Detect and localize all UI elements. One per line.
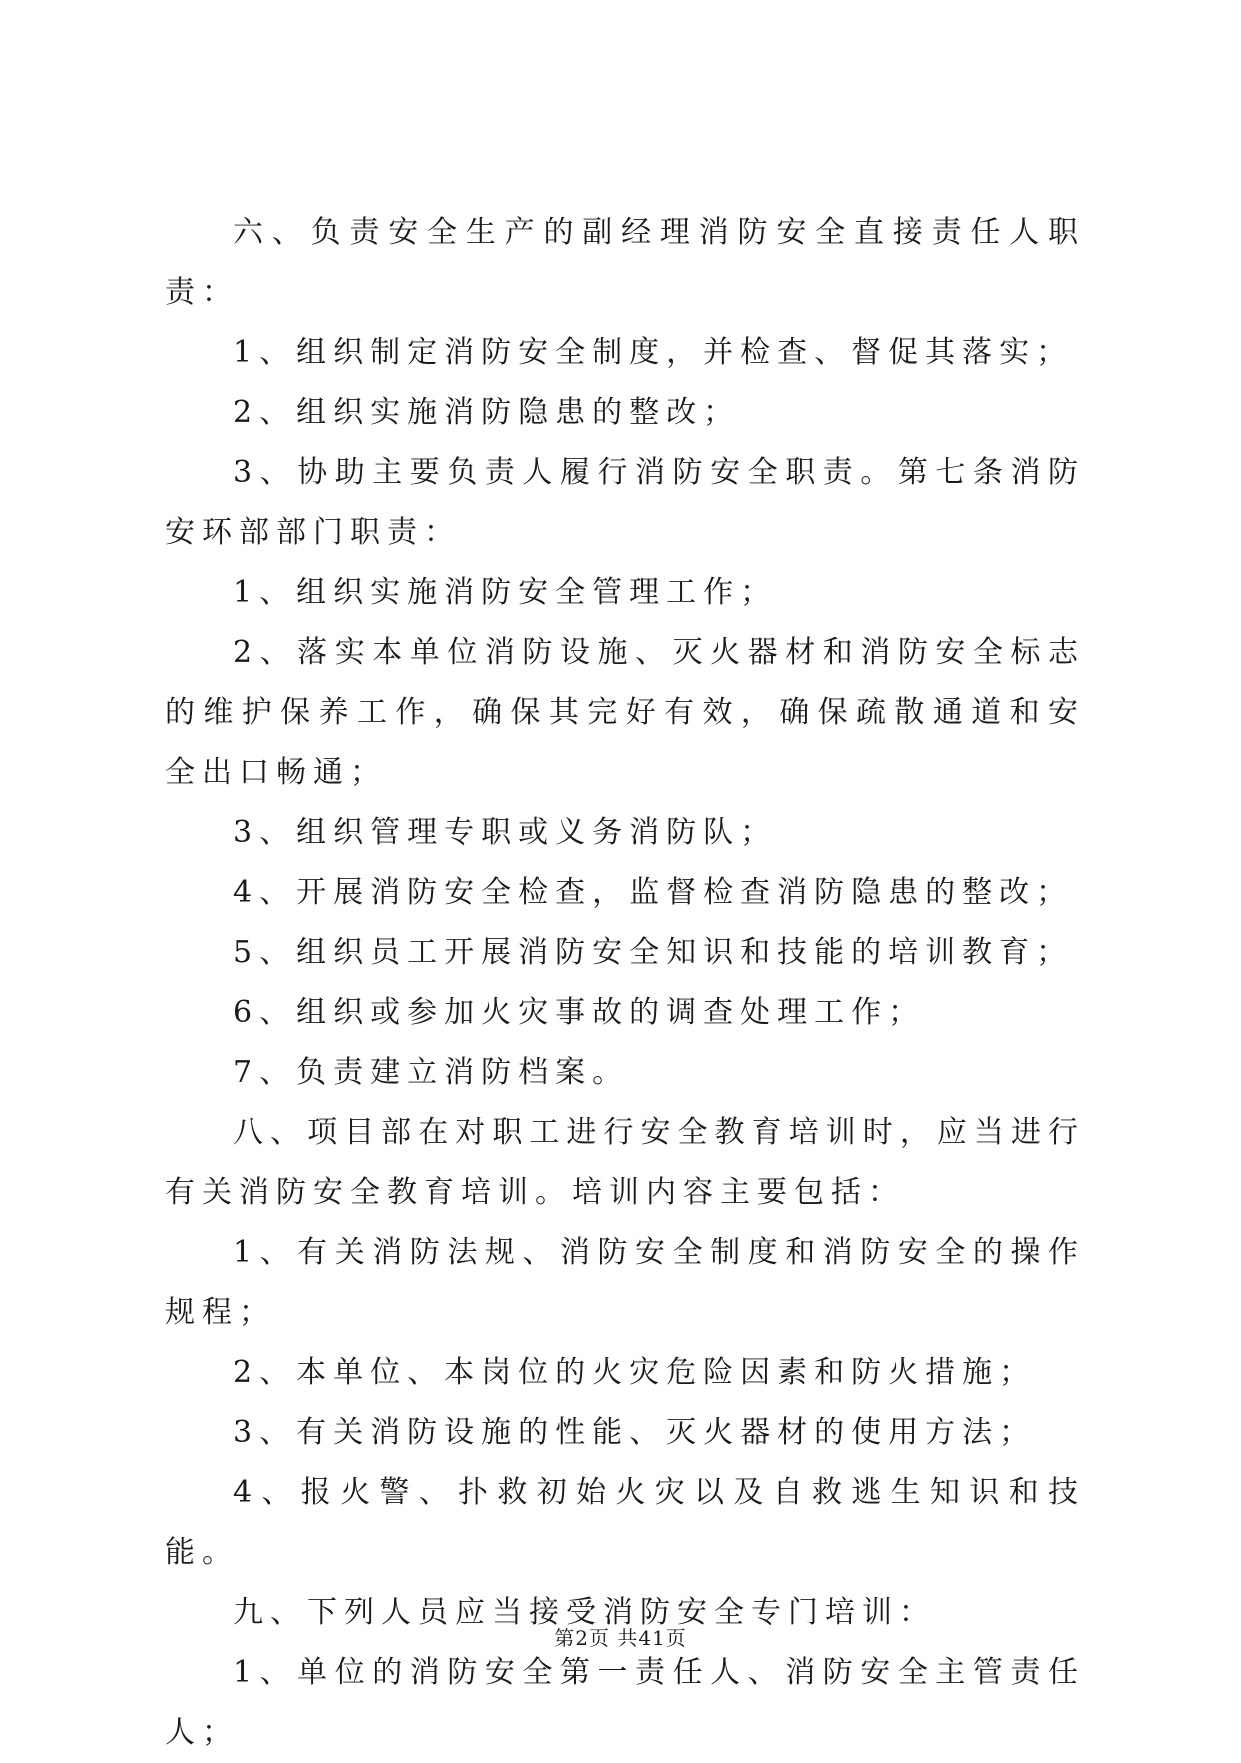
paragraph: 3、组织管理专职或义务消防队； [233, 815, 778, 850]
paragraph: 2、本单位、本岗位的火灾危险因素和防火措施； [233, 1355, 1037, 1390]
paragraph: 1、单位的消防安全第一责任人、消防安全主管责任人； [165, 1655, 1085, 1750]
paragraph: 5、组织员工开展消防安全知识和技能的培训教育； [233, 935, 1074, 970]
paragraph: 1、组织制定消防安全制度，并检查、督促其落实； [233, 335, 1074, 370]
paragraph: 6、组织或参加火灾事故的调查处理工作； [233, 995, 926, 1030]
paragraph: 1、组织实施消防安全管理工作； [233, 575, 778, 610]
paragraph: 3、有关消防设施的性能、灭火器材的使用方法； [233, 1415, 1037, 1450]
paragraph: 7、负责建立消防档案。 [233, 1055, 630, 1090]
page-footer [0, 1622, 1241, 1651]
page-number-label: 第2页 共41页 [554, 1626, 687, 1650]
paragraph: 六、负责安全生产的副经理消防安全直接责任人职责： [165, 215, 1085, 310]
document-body [165, 203, 1085, 1763]
paragraph: 2、落实本单位消防设施、灭火器材和消防安全标志的维护保养工作，确保其完好有效，确保疏散通道和安全出口畅通； [165, 635, 1085, 790]
paragraph: 八、项目部在对职工进行安全教育培训时，应当进行有关消防安全教育培训。培训内容主要包括： [165, 1115, 1085, 1210]
paragraph: 3、协助主要负责人履行消防安全职责。第七条消防安环部部门职责： [165, 455, 1085, 550]
paragraph: 4、开展消防安全检查，监督检查消防隐患的整改； [233, 875, 1074, 910]
paragraph: 2、组织实施消防隐患的整改； [233, 395, 741, 430]
paragraph: 4、报火警、扑救初始火灾以及自救逃生知识和技能。 [165, 1475, 1085, 1570]
paragraph: 1、有关消防法规、消防安全制度和消防安全的操作规程； [165, 1235, 1085, 1330]
paragraph: 九、下列人员应当接受消防安全专门培训： [233, 1595, 936, 1630]
